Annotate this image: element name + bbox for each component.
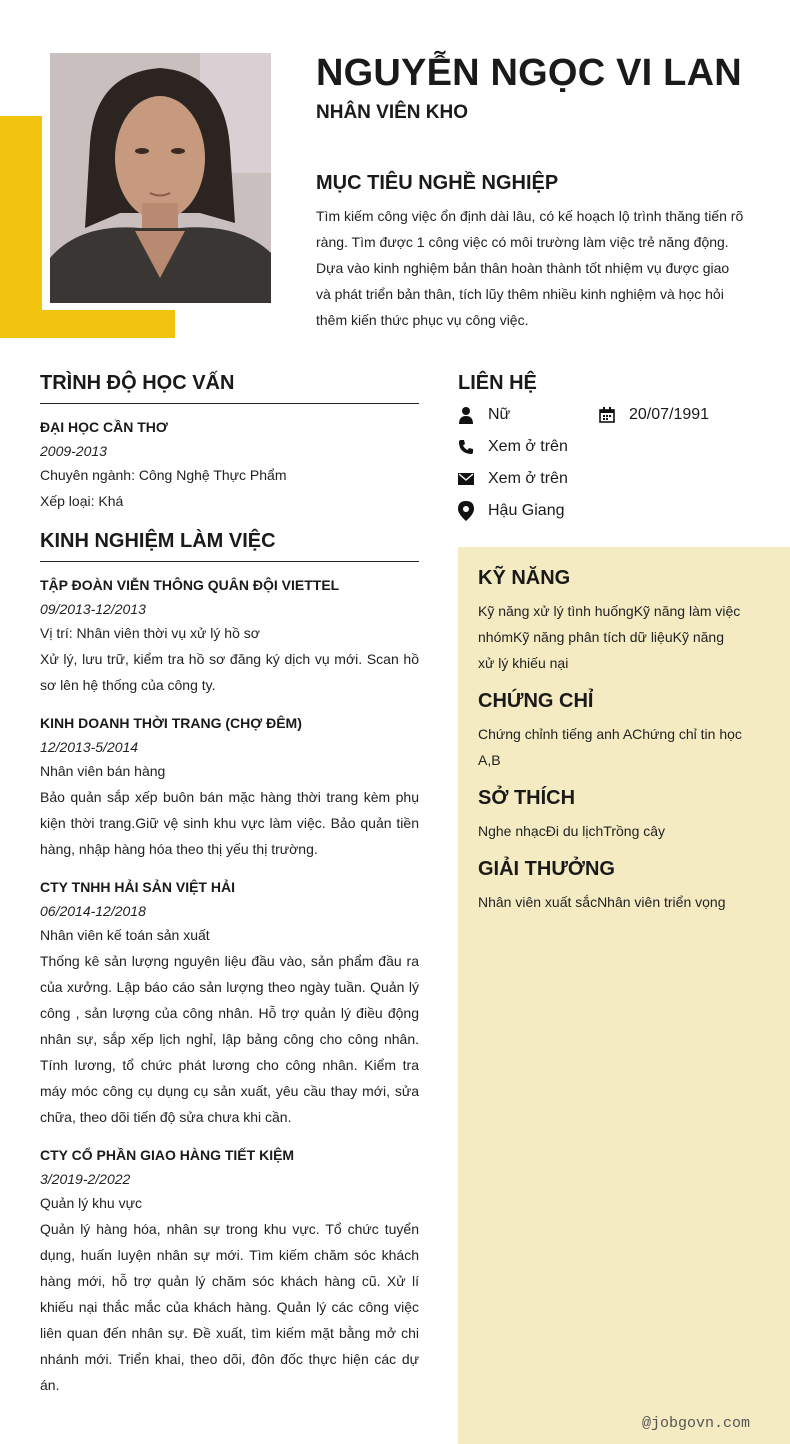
work-date: 12/2013-5/2014 (40, 739, 139, 755)
work-position: Nhân viên kế toán sản xuất (40, 927, 210, 943)
contact-phone (458, 437, 568, 457)
education-entry (40, 414, 419, 514)
objective-heading: MỤC TIÊU NGHỀ NGHIỆP (316, 172, 559, 194)
company-name: CTY CỔ PHẦN GIAO HÀNG TIẾT KIỆM (40, 1147, 295, 1163)
location-pin-icon (458, 501, 488, 521)
profile-photo (50, 53, 271, 303)
experience-entry (40, 874, 419, 1130)
work-description: Thống kê sản lượng nguyên liệu đầu vào, sản phẩm đầu ra của xưởng. Lập báo cáo sản lượng theo ngày tuần. Quản lý công , sản lượng của công nhân. Hỗ trợ quản lý điều động nhân sự, sắp xếp lịch nghỉ, lập bảng công cho công nhân. Tính lương, tổ chức phát lương cho công nhân. Kiểm tra máy móc công cụ dụng cụ sản xuất, yêu cầu thay mới, sửa chữa, theo dõi tiến độ sửa chưa khi cần. (40, 953, 419, 1125)
education-rank: Xếp loại: Khá (40, 493, 124, 509)
company-name: KINH DOANH THỜI TRANG (CHỢ ĐÊM) (40, 715, 302, 731)
location-value: Hậu Giang (488, 502, 565, 519)
contact-email (458, 469, 568, 489)
contact-heading: LIÊN HỆ (458, 372, 537, 394)
hobbies-heading: SỞ THÍCH (478, 787, 576, 809)
work-date: 06/2014-12/2018 (40, 903, 146, 919)
work-date: 09/2013-12/2013 (40, 601, 146, 617)
skills-text: Kỹ năng xử lý tình huốngKỹ năng làm việc nhómKỹ năng phân tích dữ liệuKỹ năng xử lý khiếu nại (478, 603, 741, 671)
education-heading: TRÌNH ĐỘ HỌC VẤN (40, 372, 419, 404)
company-name: TẬP ĐOÀN VIỄN THÔNG QUÂN ĐỘI VIETTEL (40, 577, 340, 593)
experience-entry (40, 1142, 419, 1398)
mail-icon (458, 469, 488, 489)
job-title: NHÂN VIÊN KHO (316, 102, 469, 123)
work-description: Quản lý hàng hóa, nhân sự trong khu vực. Tổ chức tuyển dụng, huấn luyện nhân sự mới. Tìm kiếm chăm sóc khách hàng mới, hỗ trợ quản lý chăm sóc khách hàng cũ. Xử lí khiếu nại thắc mắc của khách hàng. Quản lý các công việc liên quan đến nhân sự. Đề xuất, tìm kiếm mặt bằng mở chi nhánh mới. Triển khai, theo dõi, đôn đốc thực hiện các dự án. (40, 1221, 419, 1393)
experience-entry (40, 572, 419, 698)
site-watermark: @jobgovn.com (641, 1415, 750, 1432)
company-name: CTY TNHH HẢI SẢN VIỆT HẢI (40, 879, 235, 895)
decorative-yellow-bar-bottom (0, 310, 175, 338)
awards-text: Nhân viên xuất sắcNhân viên triển vọng (478, 894, 726, 910)
education-major: Chuyên ngành: Công Nghệ Thực Phẩm (40, 467, 287, 483)
gender-value: Nữ (488, 406, 511, 423)
contact-gender (458, 405, 510, 425)
decorative-yellow-bar (0, 116, 42, 338)
experience-entry (40, 710, 419, 862)
experience-heading: KINH NGHIỆM LÀM VIỆC (40, 530, 419, 562)
phone-value: Xem ở trên (488, 438, 568, 455)
contact-birthday (599, 405, 709, 425)
work-description: Xử lý, lưu trữ, kiểm tra hồ sơ đăng ký dịch vụ mới. Scan hồ sơ lên hệ thống của công ty. (40, 651, 419, 693)
school-name: ĐẠI HỌC CẦN THƠ (40, 419, 168, 435)
objective-text: Tìm kiếm công việc ổn định dài lâu, có kế hoạch lộ trình thăng tiến rõ ràng. Tìm được 1 công việc có môi trường làm việc trẻ năng động. Dựa vào kinh nghiệm bản thân hoàn thành tốt nhiệm vụ được giao và phát triển bản thân, tích lũy thêm nhiều kinh nghiệm và học hỏi thêm kiến thức phục vụ công việc. (316, 208, 744, 328)
education-years: 2009-2013 (40, 443, 107, 459)
birthday-value: 20/07/1991 (629, 406, 710, 423)
work-position: Nhân viên bán hàng (40, 763, 166, 779)
awards-heading: GIẢI THƯỞNG (478, 858, 615, 880)
person-icon (458, 405, 488, 425)
work-position: Quản lý khu vực (40, 1195, 142, 1211)
left-column (40, 372, 419, 1410)
right-info-panel (458, 547, 790, 1444)
work-position: Vị trí: Nhân viên thời vụ xử lý hồ sơ (40, 625, 260, 641)
email-value: Xem ở trên (488, 470, 568, 487)
phone-icon (458, 437, 488, 457)
calendar-icon (599, 405, 629, 425)
skills-heading: KỸ NĂNG (478, 567, 571, 589)
work-date: 3/2019-2/2022 (40, 1171, 131, 1187)
hobbies-text: Nghe nhạcĐi du lịchTrồng cây (478, 823, 666, 839)
contact-location (458, 501, 565, 521)
certificates-heading: CHỨNG CHỈ (478, 690, 594, 712)
certificates-text: Chứng chỉnh tiếng anh AChứng chỉ tin học A,B (478, 726, 742, 768)
work-description: Bảo quản sắp xếp buôn bán mặc hàng thời trang kèm phụ kiện thời trang.Giữ vệ sinh khu vực làm việc. Bảo quản tiền hàng, nhập hàng hóa theo thị yếu thị trường. (40, 789, 419, 857)
candidate-name: NGUYỄN NGỌC VI LAN (316, 52, 742, 94)
